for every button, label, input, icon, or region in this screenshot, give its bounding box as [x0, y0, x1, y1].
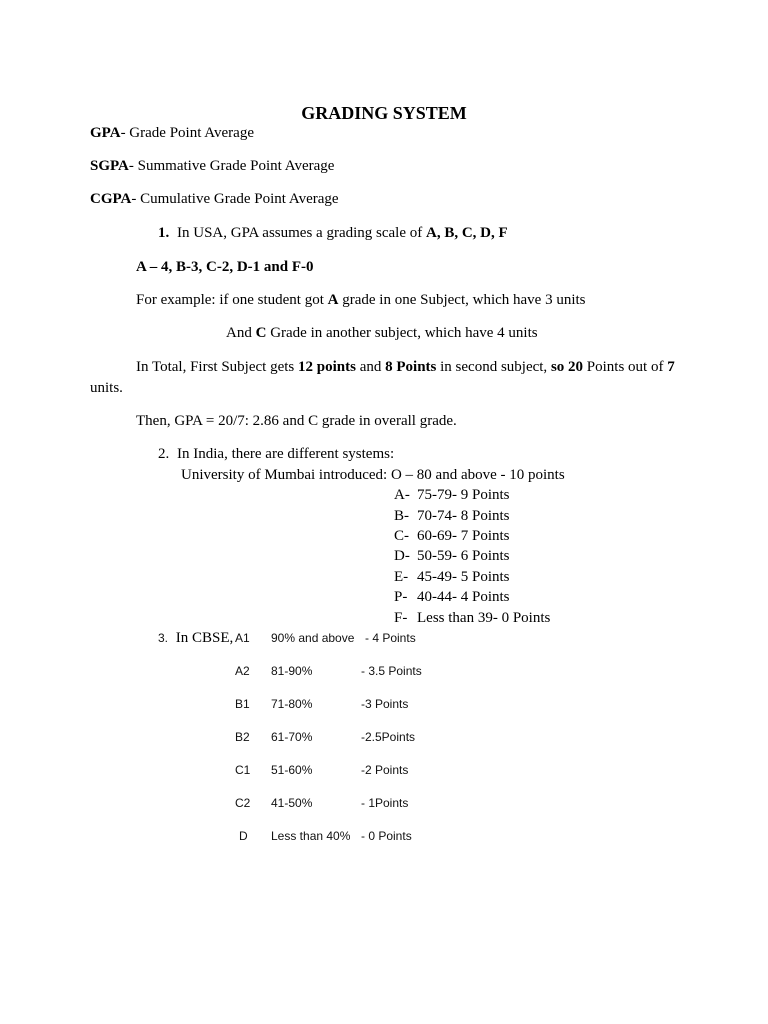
total-bold: so 20 [550, 359, 584, 375]
definition-sgpa [90, 156, 334, 176]
cbse-grade: C2 [235, 796, 251, 810]
usa-scale-text: A – 4, B-3, C-2, D-1 and F-0 [136, 259, 314, 275]
cbse-points: -2.5Points [361, 730, 416, 744]
grade-range: 45-49- 5 Points [417, 569, 510, 585]
cbse-range: 71-80% [271, 697, 313, 711]
list-number: 1. [158, 225, 170, 241]
grade-range: Less than 39- 0 Points [417, 610, 551, 626]
cbse-range: Less than 40% [271, 829, 351, 843]
cbse-range: 41-50% [271, 796, 313, 810]
grade-letter: A- [394, 487, 410, 503]
grade-letter: B- [394, 508, 409, 524]
total-text: Points out of [583, 359, 668, 375]
grade-letter: E- [394, 569, 409, 585]
cbse-points: - 3.5 Points [361, 664, 422, 678]
cbse-range: 81-90% [271, 664, 313, 678]
example-text: For example: if one student got [136, 292, 328, 308]
grade-range: 70-74- 8 Points [417, 508, 510, 524]
grade-letter: D- [394, 548, 410, 564]
mumbai-grade-row [394, 546, 510, 566]
india-text: In India, there are different systems: [177, 446, 395, 462]
cbse-points: -2 Points [361, 763, 409, 777]
grade-letter: F- [394, 610, 408, 626]
cbse-points: - 1Points [361, 796, 409, 810]
usa-scale [136, 257, 314, 277]
grade-range: 75-79- 9 Points [417, 487, 510, 503]
cbse-grade: C1 [235, 763, 251, 777]
total-bold: 7 [667, 359, 675, 375]
cbse-heading [158, 628, 233, 648]
example-grade: A [327, 292, 339, 308]
cbse-range: 61-70% [271, 730, 313, 744]
cbse-grade: D [239, 829, 248, 843]
mumbai-grade-row [394, 526, 510, 546]
usa-heading [158, 223, 508, 243]
cbse-grade: A1 [235, 631, 250, 645]
grade-letter: P- [394, 589, 408, 605]
total-text: In Total, First Subject gets [136, 359, 298, 375]
mumbai-grade-row [394, 587, 510, 607]
definition-term: SGPA [90, 158, 129, 174]
page-title: GRADING SYSTEM [301, 103, 467, 123]
cbse-grade: B2 [235, 730, 250, 744]
cbse-grade: A2 [235, 664, 250, 678]
cbse-points: -3 Points [361, 697, 409, 711]
definition-term: CGPA [90, 191, 132, 207]
total-bold: 12 points [298, 359, 356, 375]
example-text: Grade in another subject, which have 4 units [266, 325, 538, 341]
cbse-points: - 4 Points [365, 631, 416, 645]
total-text: and [355, 359, 386, 375]
grade-range: 60-69- 7 Points [417, 528, 510, 544]
definition-desc: - Grade Point Average [120, 125, 254, 141]
example-grade: C [255, 325, 267, 341]
definition-term: GPA [90, 125, 121, 141]
total-text: in second subject, [436, 359, 551, 375]
india-heading [158, 444, 394, 464]
mumbai-grade-row [394, 608, 550, 628]
cbse-points: - 0 Points [361, 829, 412, 843]
usa-example-1 [136, 290, 586, 310]
usa-text: In USA, GPA assumes a grading scale of [177, 225, 427, 241]
usa-example-2 [226, 323, 538, 343]
cbse-range: 51-60% [271, 763, 313, 777]
total-bold: 8 Points [385, 359, 437, 375]
definition-cgpa [90, 189, 339, 209]
cbse-range: 90% and above [271, 631, 355, 645]
list-number: 3. [158, 631, 169, 645]
example-text: grade in one Subject, which have 3 units [338, 292, 586, 308]
example-text: And [226, 325, 256, 341]
cbse-grade: B1 [235, 697, 250, 711]
definition-gpa [90, 123, 254, 143]
list-number: 2. [158, 446, 170, 462]
usa-grades: A, B, C, D, F [426, 225, 508, 241]
grade-range: 40-44- 4 Points [417, 589, 510, 605]
mumbai-line: University of Mumbai introduced: O – 80 and above - 10 points [181, 467, 565, 483]
cbse-text: In CBSE, [175, 630, 234, 646]
usa-gpa-line: Then, GPA = 20/7: 2.86 and C grade in overall grade. [136, 413, 457, 429]
usa-total [136, 357, 675, 377]
usa-total-units: units. [90, 380, 123, 396]
definition-desc: - Summative Grade Point Average [128, 158, 335, 174]
grade-range: 50-59- 6 Points [417, 548, 510, 564]
mumbai-grade-row [394, 506, 510, 526]
mumbai-grade-row [394, 485, 510, 505]
definition-desc: - Cumulative Grade Point Average [131, 191, 339, 207]
grade-letter: C- [394, 528, 409, 544]
mumbai-grade-row [394, 567, 510, 587]
